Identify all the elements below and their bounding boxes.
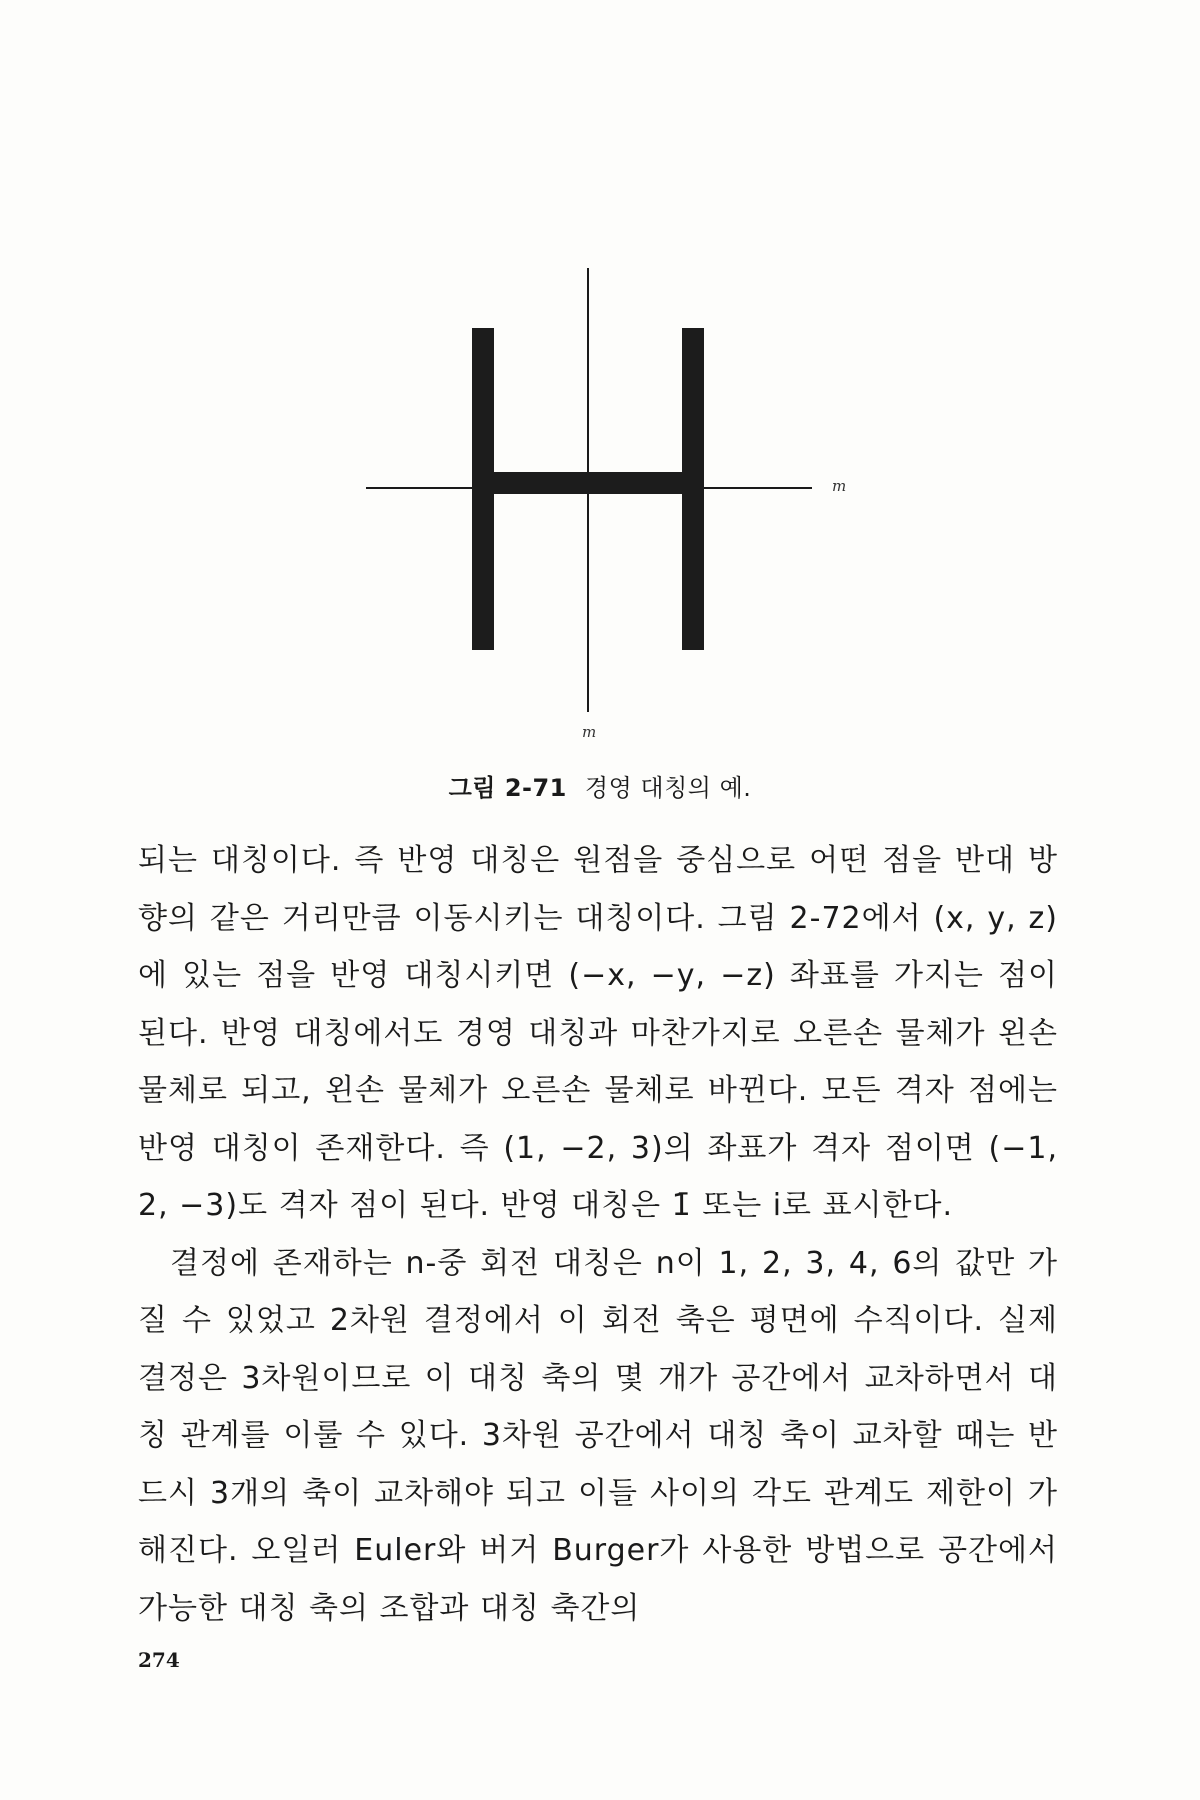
paragraph: 결정에 존재하는 n-중 회전 대칭은 n이 1, 2, 3, 4, 6의 값만 가질 수 있었고 2차원 결정에서 이 회전 축은 평면에 수직이다. 실제 결정은 3차원이므로 이 대칭 축의 몇 개가 공간에서 교차하면서 대칭 관계를 이룰 수 있다. 3차원 공간에서 대칭 축이 교차할 때는 반드시 3개의 축이 교차해야 되고 이들 사이의 각도 관계도 제한이 가해진다. 오일러 Euler와 버거 Burger가 사용한 방법으로 공간에서 가능한 대칭 축의 조합과 대칭 축간의 [138,1245,1058,1626]
horizontal-mirror-label: m [832,477,847,495]
paragraph: 되는 대칭이다. 즉 반영 대칭은 원점을 중심으로 어떤 점을 반대 방향의 같은 거리만큼 이동시키는 대칭이다. 그림 2-72에서 (x, y, z)에 있는 점을 반영 대칭시키면 (−x, −y, −z) 좌표를 가지는 점이 된다. 반영 대칭에서도 경영 대칭과 마찬가지로 오른손 물체가 왼손 물체로 되고, 왼손 물체가 오른손 물체로 바뀐다. 모든 격자 점에는 반영 대칭이 존재한다. 즉 (1, −2, 3)의 좌표가 격자 점이면 (−1, 2, −3)도 격자 점이 된다. 반영 대칭은 1̄ 또는 i로 표시한다. [138,843,1058,1223]
h-right-bar [682,328,704,650]
h-left-bar [472,328,494,650]
body-text [138,832,1058,1637]
figure-caption [0,768,1200,803]
vertical-mirror-label: m [582,723,597,741]
page-number: 274 [138,1648,180,1672]
mirror-symmetry-figure [0,0,1200,800]
caption-number: 그림 2-71 [448,774,567,802]
caption-text: 경영 대칭의 예. [584,774,752,802]
figure-drawing [0,0,1200,800]
h-crossbar [494,472,682,494]
